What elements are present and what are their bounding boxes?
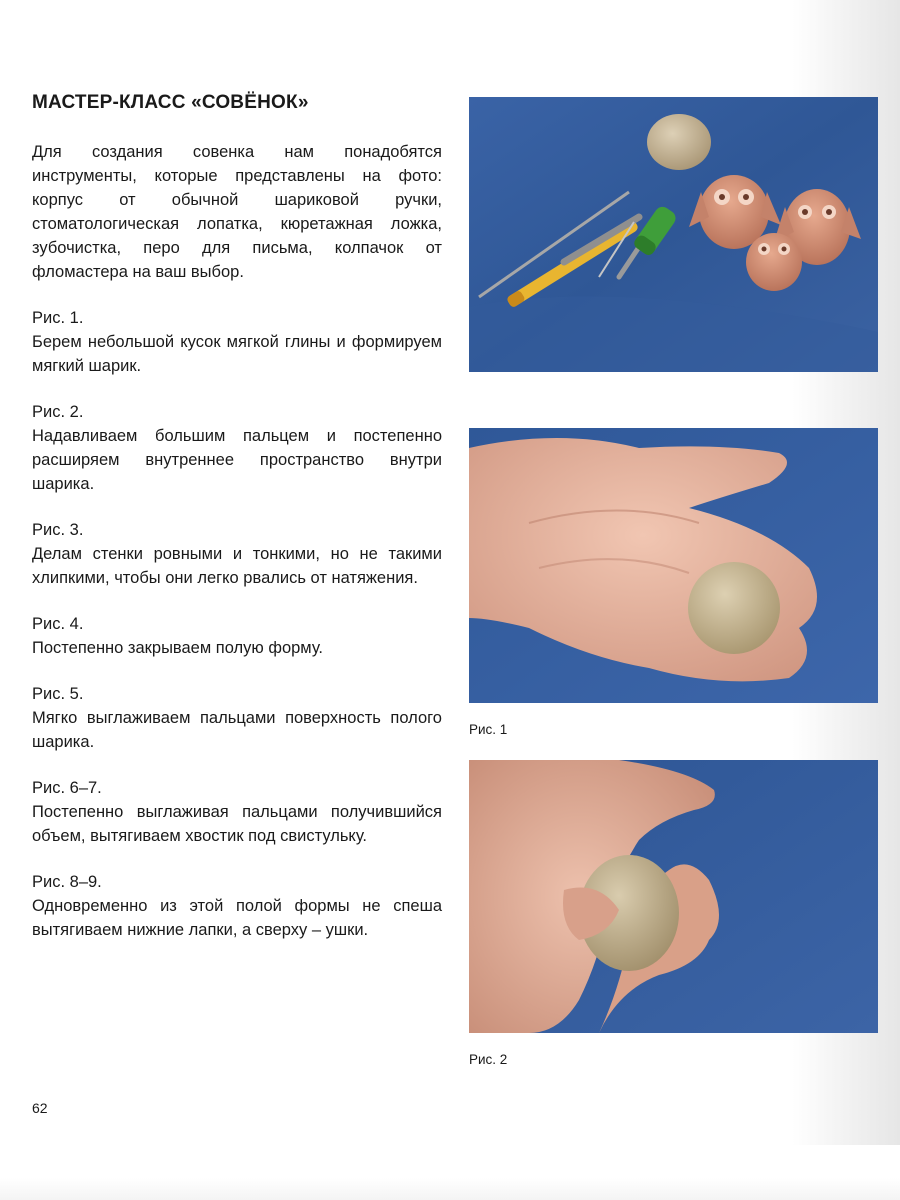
step-text: Одновременно из этой полой формы не спеша вытягиваем нижние лапки, а сверху – ушки.: [32, 897, 442, 939]
page-number: 62: [32, 1100, 48, 1116]
step-label: Рис. 5.: [32, 685, 84, 703]
intro-paragraph: Для создания совенка нам понадобятся инструменты, которые представлены на фото: корпус от обычной шариковой ручки, стоматологическая лопатка, кюретажная ложка, зубочистка, перо для письма, колпачок от фломастера на ваш выбор.: [32, 143, 442, 281]
step-3: [32, 518, 442, 590]
figure-caption: Рис. 2: [469, 1052, 508, 1067]
hand-with-clay-ball-illustration: [469, 428, 878, 703]
figure-1-photo: [469, 428, 878, 703]
thumb-pressing-clay-illustration: [469, 760, 878, 1033]
step-text: Постепенно выглаживая пальцами получившийся объем, вытягиваем хвостик под свистульку.: [32, 803, 442, 845]
tools-photo: [469, 97, 878, 372]
step-6-7: [32, 776, 442, 848]
tools-photo-illustration: [469, 97, 878, 372]
clay-ball: [688, 562, 780, 654]
step-label: Рис. 6–7.: [32, 779, 102, 797]
figure-2-photo: [469, 760, 878, 1033]
step-text: Мягко выглаживаем пальцами поверхность полого шарика.: [32, 709, 442, 751]
step-8-9: [32, 870, 442, 942]
page-title: МАСТЕР-КЛАСС «СОВЁНОК»: [32, 92, 309, 113]
owl-figurine: [746, 233, 802, 291]
step-text: Постепенно закрываем полую форму.: [32, 639, 324, 657]
step-text: Делам стенки ровными и тонкими, но не такими хлипкими, чтобы они легко рвались от натяжения.: [32, 545, 442, 587]
step-label: Рис. 3.: [32, 521, 84, 539]
step-4: [32, 612, 442, 660]
step-2: [32, 400, 442, 496]
step-5: [32, 682, 442, 754]
step-label: Рис. 4.: [32, 615, 84, 633]
clay-lump: [647, 114, 711, 170]
step-label: Рис. 2.: [32, 403, 84, 421]
step-text: Надавливаем большим пальцем и постепенно расширяем внутреннее пространство внутри шарика.: [32, 427, 442, 493]
step-label: Рис. 8–9.: [32, 873, 102, 891]
figure-caption: Рис. 1: [469, 722, 508, 737]
text-column: [32, 140, 442, 964]
page-shadow: [0, 1145, 900, 1200]
step-label: Рис. 1.: [32, 309, 84, 327]
step-1: [32, 306, 442, 378]
step-text: Берем небольшой кусок мягкой глины и формируем мягкий шарик.: [32, 333, 442, 375]
